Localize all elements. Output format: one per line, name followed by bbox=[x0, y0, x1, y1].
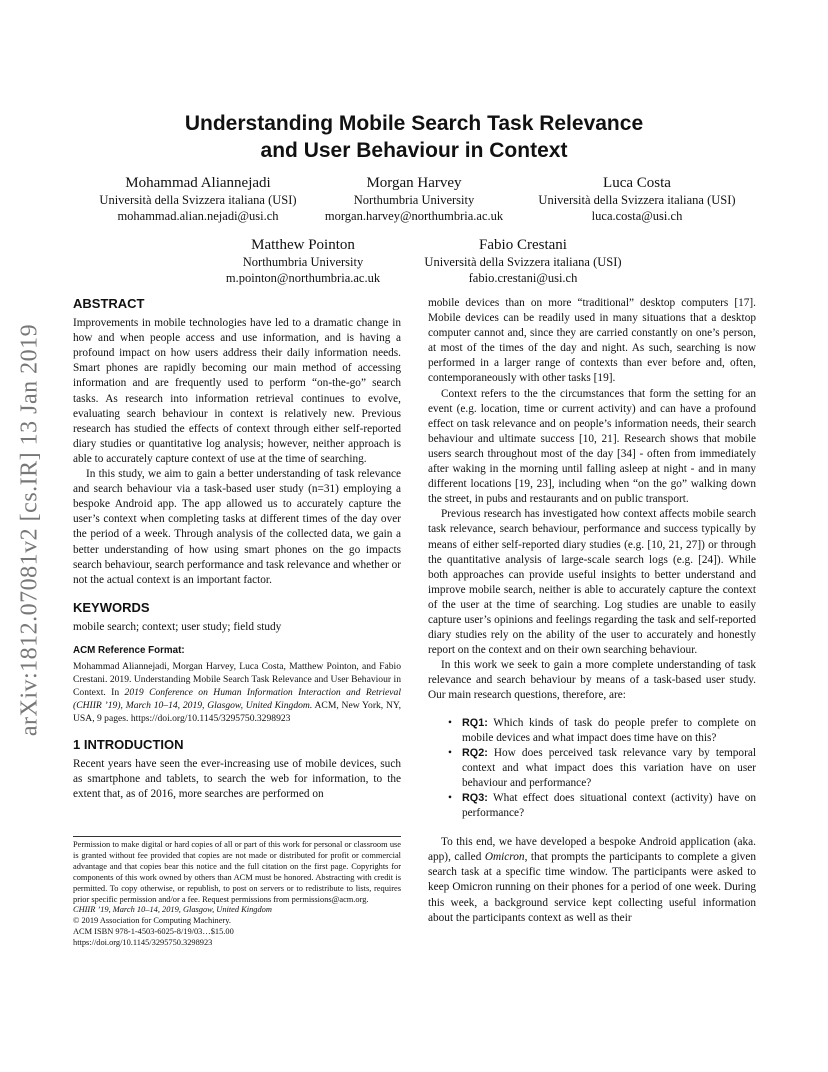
acm-reference-heading: ACM Reference Format: bbox=[73, 644, 185, 656]
author-email: luca.costa@usi.ch bbox=[591, 209, 683, 223]
introduction-paragraph: Recent years have seen the ever-increasing use of mobile devices, such as smartphone and tablets, to search the web for information, to the extent that, as of 2016, more searches are performed on bbox=[73, 758, 401, 801]
author-name: Matthew Pointon bbox=[251, 237, 355, 253]
permission-text: Permission to make digital or hard copies of all or part of this work for personal or classroom use is granted without fee provided that copies are not made or distributed for profit or commercial advantage and that copies bear this notice and the full citation on the first page. Copyrights for components of this work owned by others than ACM must be honored. Abstracting with credit is permitted. To copy otherwise, or republish, to post on servers or to redistribute to lists, requires prior specific permission and/or a fee. Request permissions from permissions@acm.org. bbox=[73, 840, 401, 904]
right-column bbox=[428, 296, 756, 926]
research-questions-list bbox=[428, 716, 756, 822]
abstract-paragraph: In this study, we aim to gain a better understanding of task relevance and search behaviour via a task-based user study (n=31) employing a bespoke Android app. The app allowed us to accurately capture the user’s context when completing tasks at different times of the day over the period of a week. Through analysis of the collected data, we gain a better understanding of how using smart phones on the go impacts search behaviour, search performance and task relevance and whether or not the actual context is an important factor. bbox=[73, 468, 401, 586]
author-name: Morgan Harvey bbox=[366, 175, 462, 191]
author-email: morgan.harvey@northumbria.ac.uk bbox=[324, 209, 504, 223]
research-question-id: RQ1: bbox=[462, 716, 488, 729]
research-question-item bbox=[428, 791, 756, 821]
author-block-3 bbox=[522, 174, 752, 224]
author-email: m.pointon@northumbria.ac.uk bbox=[225, 271, 381, 285]
author-name: Luca Costa bbox=[603, 175, 671, 191]
author-email: mohammad.alian.nejadi@usi.ch bbox=[117, 209, 279, 223]
body-paragraph: Context refers to the the circumstances that form the setting for an event (e.g. location, time or current activity) and can have a profound effect on task relevance and on people’s information needs, their search behaviour and ultimate success [10, 21]. Research shows that mobile users search throughout most of the day [34] - often from immediately after waking in the morning until falling asleep at night - and in many different locations [19, 23], including when “on the go” walking down the street, in pubs and restaurants and on public transport. bbox=[428, 387, 756, 506]
arxiv-identifier-stamp bbox=[10, 300, 50, 760]
author-block-2 bbox=[300, 174, 528, 224]
title-line-2: and User Behaviour in Context bbox=[260, 139, 568, 162]
research-question-item bbox=[428, 746, 756, 791]
doi-text: https://doi.org/10.1145/3295750.3298923 bbox=[73, 938, 213, 948]
arxiv-identifier-text: arXiv:1812.07081v2 [cs.IR] 13 Jan 2019 bbox=[16, 323, 43, 737]
author-affiliation: Università della Svizzera italiana (USI) bbox=[424, 255, 622, 269]
isbn-text: ACM ISBN 978-1-4503-6025-8/19/03…$15.00 bbox=[73, 927, 234, 937]
title-line-1: Understanding Mobile Search Task Relevance bbox=[184, 112, 644, 135]
copyright-text: © 2019 Association for Computing Machinery. bbox=[73, 916, 231, 926]
acm-reference-venue: 2019 Conference on Human Information Interaction and Retrieval (CHIIR ’19), March 10–14, 2019, Glasgow, United Kingdom. bbox=[73, 687, 401, 712]
author-affiliation: Northumbria University bbox=[353, 193, 475, 207]
keywords-text: mobile search; context; user study; field study bbox=[73, 620, 282, 633]
permission-footnote bbox=[73, 836, 401, 949]
research-question-id: RQ3: bbox=[462, 792, 488, 804]
left-column bbox=[73, 296, 401, 802]
research-question-item bbox=[428, 716, 756, 746]
keywords-heading: KEYWORDS bbox=[73, 599, 150, 615]
research-question-text: Which kinds of task do people prefer to complete on mobile devices and what impact does time have on this? bbox=[462, 716, 756, 744]
author-name: Mohammad Aliannejadi bbox=[125, 175, 271, 191]
abstract-paragraph: Improvements in mobile technologies have led to a dramatic change in how and when people access and use information, and is having a profound impact on how users address their daily information needs. Smart phones are rapidly becoming our main method of accessing information and are frequently used to perform “on-the-go” search tasks. As research into information retrieval continues to evolve, evaluating search behaviour in context is relatively new. Previous research has studied the effects of context through either self-reported diary studies or quantitative log analysis; however, neither approach is able to accurately capture context of use at the time of searching. bbox=[73, 317, 401, 465]
body-paragraph: In this work we seek to gain a more complete understanding of task relevance and search behaviour by means of a task-based user study. Our main research questions, therefore, are: bbox=[428, 659, 756, 702]
author-block-5 bbox=[408, 236, 638, 286]
research-question-id: RQ2: bbox=[462, 746, 488, 759]
closing-text-end: , that prompts the participants to complete a given search task at a specific time window. The participants were asked to keep Omicron running on their phones for a period of one week. During this week, a background service kept collecting useful information about the participants context as well as their bbox=[428, 851, 756, 924]
conference-venue-text: CHIIR ’19, March 10–14, 2019, Glasgow, United Kingdom bbox=[73, 905, 272, 915]
author-block-4 bbox=[188, 236, 418, 286]
acm-reference-text bbox=[73, 660, 401, 725]
research-question-text: How does perceived task relevance vary by temporal context and what impact does this variation have on user behaviour and performance? bbox=[462, 746, 756, 789]
author-name: Fabio Crestani bbox=[479, 237, 567, 253]
author-affiliation: Northumbria University bbox=[242, 255, 364, 269]
research-question-text: What effect does situational context (activity) have on performance? bbox=[462, 792, 756, 820]
acm-reference-publisher: ACM, New York, NY, USA, 9 pages. https://doi.org/10.1145/3295750.3298923 bbox=[73, 700, 401, 725]
closing-text-start: To this end, we have developed a bespoke Android application (aka. app), called bbox=[428, 836, 756, 864]
author-affiliation: Università della Svizzera italiana (USI) bbox=[99, 193, 297, 207]
paper-title bbox=[0, 110, 828, 164]
abstract-heading: ABSTRACT bbox=[73, 296, 145, 311]
author-affiliation: Università della Svizzera italiana (USI) bbox=[538, 193, 736, 207]
body-paragraph: mobile devices than on more “traditional” desktop computers [17]. Mobile devices can be readily used in many situations that a desktop computer cannot and, since they are carried constantly on one’s person, at most of the times of the day and night. As such, searching is now performed in a larger range of contexts than ever before and, often, contemporaneously with other tasks [19]. bbox=[428, 297, 756, 385]
introduction-heading: 1 INTRODUCTION bbox=[73, 737, 184, 753]
body-paragraph bbox=[428, 835, 756, 926]
author-block-1 bbox=[83, 174, 313, 224]
body-paragraph: Previous research has investigated how context affects mobile search task relevance, search behaviour, performance and success typically by means of either self-reported diary studies (e.g. [10, 21, 27]) or through the quantitative analysis of large-scale search logs (e.g. [24]). While both approaches can provide useful insights to better understand and improve mobile search, neither is able to accurately capture the context of the user at the time of searching. Log studies are unable to easily capture user’s opinions and feelings regarding the task and self-reported diary studies rely on the ability of the user to accurately and honestly report on the context and on their own searching behaviour. bbox=[428, 508, 756, 657]
author-email: fabio.crestani@usi.ch bbox=[468, 271, 578, 285]
acm-reference-authors: Mohammad Aliannejadi, Morgan Harvey, Luca Costa, Matthew Pointon, and Fabio Crestani. 2019. Understanding Mobile Search Task Relevance and User Behaviour in Context. In bbox=[73, 661, 401, 699]
app-name: Omicron bbox=[484, 851, 525, 864]
